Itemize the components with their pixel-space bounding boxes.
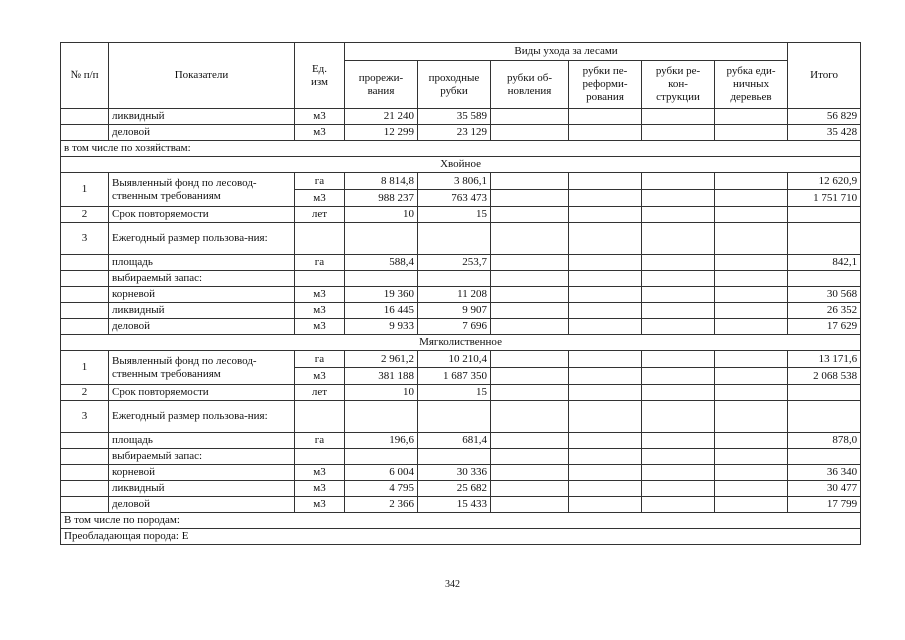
value-cell <box>715 368 788 385</box>
value-cell <box>715 433 788 449</box>
table-body <box>61 109 861 545</box>
total-cell: 13 171,6 <box>788 351 861 368</box>
value-cell <box>642 351 715 368</box>
value-cell: 253,7 <box>418 255 491 271</box>
row-indicator: Выявленный фонд по лесовод-ственным требованиям <box>109 351 295 385</box>
value-cell <box>418 401 491 433</box>
value-cell: 23 129 <box>418 125 491 141</box>
value-cell <box>418 271 491 287</box>
value-cell <box>642 481 715 497</box>
total-cell: 17 629 <box>788 319 861 335</box>
table-row <box>61 125 861 141</box>
row-indicator: выбираемый запас: <box>109 271 295 287</box>
value-cell <box>715 449 788 465</box>
value-cell <box>569 465 642 481</box>
value-cell <box>569 303 642 319</box>
value-cell: 11 208 <box>418 287 491 303</box>
value-cell <box>642 385 715 401</box>
value-cell <box>642 207 715 223</box>
row-unit: га <box>295 351 345 368</box>
value-cell <box>642 173 715 190</box>
section-row <box>61 335 861 351</box>
value-cell: 15 433 <box>418 497 491 513</box>
value-cell: 588,4 <box>345 255 418 271</box>
row-unit <box>295 401 345 433</box>
value-cell <box>491 190 569 207</box>
row-number <box>61 287 109 303</box>
row-number: 2 <box>61 385 109 401</box>
total-cell: 36 340 <box>788 465 861 481</box>
table-row <box>61 401 861 433</box>
row-indicator: Ежегодный размер пользова-ния: <box>109 223 295 255</box>
value-cell <box>345 401 418 433</box>
row-number <box>61 125 109 141</box>
total-cell <box>788 223 861 255</box>
bold-heading-row <box>61 529 861 545</box>
row-unit: лет <box>295 207 345 223</box>
value-cell <box>569 401 642 433</box>
table-row <box>61 465 861 481</box>
value-cell <box>715 319 788 335</box>
value-cell: 763 473 <box>418 190 491 207</box>
row-indicator: площадь <box>109 255 295 271</box>
value-cell <box>491 433 569 449</box>
row-unit: га <box>295 255 345 271</box>
total-cell <box>788 385 861 401</box>
value-cell <box>715 465 788 481</box>
row-indicator: деловой <box>109 125 295 141</box>
row-unit: м3 <box>295 109 345 125</box>
value-cell <box>569 385 642 401</box>
value-cell <box>715 173 788 190</box>
total-cell: 26 352 <box>788 303 861 319</box>
table-row <box>61 497 861 513</box>
value-cell: 9 907 <box>418 303 491 319</box>
bold-heading: В том числе по породам: <box>61 513 861 529</box>
value-cell <box>418 223 491 255</box>
value-cell <box>715 481 788 497</box>
value-cell: 10 <box>345 207 418 223</box>
row-number: 3 <box>61 223 109 255</box>
value-cell <box>569 223 642 255</box>
table-row <box>61 303 861 319</box>
total-cell: 842,1 <box>788 255 861 271</box>
row-indicator: корневой <box>109 465 295 481</box>
value-cell: 3 806,1 <box>418 173 491 190</box>
row-unit: га <box>295 173 345 190</box>
value-cell: 19 360 <box>345 287 418 303</box>
row-unit <box>295 271 345 287</box>
total-cell: 56 829 <box>788 109 861 125</box>
value-cell <box>642 190 715 207</box>
row-number: 1 <box>61 351 109 385</box>
header-type-line: вания <box>367 84 395 97</box>
header-num: № п/п <box>61 43 109 109</box>
row-indicator: площадь <box>109 433 295 449</box>
value-cell: 15 <box>418 385 491 401</box>
value-cell <box>491 223 569 255</box>
value-cell <box>491 368 569 385</box>
value-cell <box>491 207 569 223</box>
value-cell <box>642 287 715 303</box>
row-number <box>61 255 109 271</box>
value-cell <box>569 255 642 271</box>
header-type-line: рубки ре- <box>655 65 701 77</box>
table-row <box>61 173 861 190</box>
value-cell <box>569 368 642 385</box>
header-type-1 <box>345 61 418 109</box>
value-cell <box>715 109 788 125</box>
value-cell <box>569 190 642 207</box>
section-row <box>61 157 861 173</box>
table-row <box>61 319 861 335</box>
row-indicator: ликвидный <box>109 481 295 497</box>
table-row <box>61 433 861 449</box>
total-cell: 30 477 <box>788 481 861 497</box>
header-group: Виды ухода за лесами <box>345 43 788 61</box>
value-cell <box>491 255 569 271</box>
value-cell <box>345 449 418 465</box>
value-cell: 21 240 <box>345 109 418 125</box>
value-cell: 30 336 <box>418 465 491 481</box>
value-cell <box>491 109 569 125</box>
value-cell <box>715 125 788 141</box>
value-cell <box>715 287 788 303</box>
value-cell <box>642 109 715 125</box>
row-number <box>61 319 109 335</box>
value-cell: 12 299 <box>345 125 418 141</box>
row-number <box>61 481 109 497</box>
table-row <box>61 449 861 465</box>
row-unit: м3 <box>295 190 345 207</box>
value-cell <box>491 287 569 303</box>
total-cell: 30 568 <box>788 287 861 303</box>
header-type-line: реформи- <box>582 78 628 90</box>
value-cell <box>418 449 491 465</box>
row-indicator: Ежегодный размер пользова-ния: <box>109 401 295 433</box>
header-type-5 <box>642 61 715 109</box>
value-cell <box>715 497 788 513</box>
value-cell <box>569 287 642 303</box>
value-cell <box>491 465 569 481</box>
value-cell <box>491 481 569 497</box>
value-cell <box>491 385 569 401</box>
value-cell: 4 795 <box>345 481 418 497</box>
table-row <box>61 271 861 287</box>
value-cell <box>642 497 715 513</box>
value-cell <box>491 125 569 141</box>
row-indicator: Выявленный фонд по лесовод-ственным требованиям <box>109 173 295 207</box>
value-cell <box>715 190 788 207</box>
value-cell <box>642 125 715 141</box>
value-cell <box>569 319 642 335</box>
value-cell <box>345 271 418 287</box>
value-cell: 10 <box>345 385 418 401</box>
row-unit: м3 <box>295 125 345 141</box>
header-type-2 <box>418 61 491 109</box>
row-unit: га <box>295 433 345 449</box>
value-cell <box>569 449 642 465</box>
page-number: 342 <box>445 579 460 590</box>
row-number: 2 <box>61 207 109 223</box>
value-cell <box>491 449 569 465</box>
row-unit: м3 <box>295 287 345 303</box>
value-cell <box>345 223 418 255</box>
row-unit <box>295 223 345 255</box>
value-cell: 196,6 <box>345 433 418 449</box>
header-type-4 <box>569 61 642 109</box>
value-cell: 16 445 <box>345 303 418 319</box>
value-cell: 25 682 <box>418 481 491 497</box>
value-cell <box>491 497 569 513</box>
value-cell <box>491 351 569 368</box>
value-cell: 6 004 <box>345 465 418 481</box>
row-unit: м3 <box>295 368 345 385</box>
value-cell <box>715 207 788 223</box>
header-type-3 <box>491 61 569 109</box>
value-cell <box>715 255 788 271</box>
value-cell <box>569 207 642 223</box>
row-indicator: Срок повторяемости <box>109 207 295 223</box>
subheading: в том числе по хозяйствам: <box>61 141 861 157</box>
header-type-line: проходные <box>428 71 480 84</box>
value-cell <box>569 481 642 497</box>
row-number <box>61 271 109 287</box>
value-cell <box>642 449 715 465</box>
header-type-line: новления <box>507 84 552 97</box>
value-cell <box>569 109 642 125</box>
table-row <box>61 385 861 401</box>
header-type-line: деревьев <box>730 91 772 103</box>
row-indicator: ликвидный <box>109 303 295 319</box>
table-row <box>61 351 861 368</box>
value-cell: 2 961,2 <box>345 351 418 368</box>
value-cell <box>569 433 642 449</box>
total-cell <box>788 207 861 223</box>
value-cell: 1 687 350 <box>418 368 491 385</box>
header-indicator: Показатели <box>109 43 295 109</box>
table-header <box>61 43 861 109</box>
row-number <box>61 433 109 449</box>
value-cell <box>642 223 715 255</box>
total-cell <box>788 449 861 465</box>
value-cell <box>715 223 788 255</box>
header-unit-line1: Ед. <box>311 62 328 75</box>
header-type-line: ничных <box>732 78 770 90</box>
forest-care-table <box>60 42 861 545</box>
value-cell <box>715 303 788 319</box>
value-cell <box>715 351 788 368</box>
value-cell <box>491 319 569 335</box>
total-cell <box>788 401 861 433</box>
value-cell: 381 188 <box>345 368 418 385</box>
table-row <box>61 207 861 223</box>
table-row <box>61 287 861 303</box>
table-row <box>61 481 861 497</box>
row-indicator: деловой <box>109 319 295 335</box>
row-indicator: Срок повторяемости <box>109 385 295 401</box>
value-cell: 2 366 <box>345 497 418 513</box>
section-title: Мягколиственное <box>61 335 861 351</box>
header-type-line: рубки пе- <box>582 65 628 77</box>
header-type-line: кон- <box>668 78 688 90</box>
value-cell: 8 814,8 <box>345 173 418 190</box>
total-cell: 2 068 538 <box>788 368 861 385</box>
row-unit <box>295 449 345 465</box>
header-type-line: рубки об- <box>506 71 553 84</box>
value-cell: 10 210,4 <box>418 351 491 368</box>
total-cell: 35 428 <box>788 125 861 141</box>
value-cell <box>715 401 788 433</box>
value-cell <box>491 401 569 433</box>
subheading-row <box>61 141 861 157</box>
total-cell: 17 799 <box>788 497 861 513</box>
value-cell: 988 237 <box>345 190 418 207</box>
table-row <box>61 255 861 271</box>
row-unit: м3 <box>295 465 345 481</box>
row-unit: м3 <box>295 303 345 319</box>
row-indicator: выбираемый запас: <box>109 449 295 465</box>
row-indicator: корневой <box>109 287 295 303</box>
row-number <box>61 449 109 465</box>
value-cell: 7 696 <box>418 319 491 335</box>
value-cell <box>569 351 642 368</box>
header-type-6 <box>715 61 788 109</box>
header-type-line: рубки <box>440 84 468 97</box>
row-number <box>61 303 109 319</box>
row-number: 1 <box>61 173 109 207</box>
value-cell <box>491 303 569 319</box>
row-unit: м3 <box>295 481 345 497</box>
value-cell: 35 589 <box>418 109 491 125</box>
value-cell <box>569 173 642 190</box>
row-number <box>61 109 109 125</box>
total-cell: 12 620,9 <box>788 173 861 190</box>
table-row <box>61 223 861 255</box>
section-title: Хвойное <box>61 157 861 173</box>
value-cell <box>642 368 715 385</box>
value-cell <box>569 271 642 287</box>
total-cell: 1 751 710 <box>788 190 861 207</box>
value-cell: 9 933 <box>345 319 418 335</box>
header-unit <box>295 43 345 109</box>
header-type-line: струкции <box>656 91 700 103</box>
row-unit: лет <box>295 385 345 401</box>
value-cell <box>569 125 642 141</box>
value-cell <box>491 173 569 190</box>
bold-heading-row <box>61 513 861 529</box>
value-cell <box>715 271 788 287</box>
total-cell: 878,0 <box>788 433 861 449</box>
total-cell <box>788 271 861 287</box>
value-cell <box>642 303 715 319</box>
header-unit-line2: изм <box>310 75 329 88</box>
value-cell <box>642 255 715 271</box>
row-number <box>61 465 109 481</box>
value-cell <box>642 465 715 481</box>
value-cell <box>642 271 715 287</box>
row-unit: м3 <box>295 497 345 513</box>
value-cell <box>642 319 715 335</box>
value-cell <box>642 401 715 433</box>
bold-heading: Преобладающая порода: Е <box>61 529 861 545</box>
row-indicator: ликвидный <box>109 109 295 125</box>
row-indicator: деловой <box>109 497 295 513</box>
value-cell <box>491 271 569 287</box>
header-type-line: рования <box>586 91 624 103</box>
row-unit: м3 <box>295 319 345 335</box>
value-cell <box>642 433 715 449</box>
row-number <box>61 497 109 513</box>
value-cell <box>715 385 788 401</box>
table-row <box>61 109 861 125</box>
value-cell: 15 <box>418 207 491 223</box>
value-cell: 681,4 <box>418 433 491 449</box>
header-type-line: рубка еди- <box>726 65 776 77</box>
row-number: 3 <box>61 401 109 433</box>
header-type-line: прорежи- <box>358 71 404 84</box>
header-total: Итого <box>788 43 861 109</box>
value-cell <box>569 497 642 513</box>
